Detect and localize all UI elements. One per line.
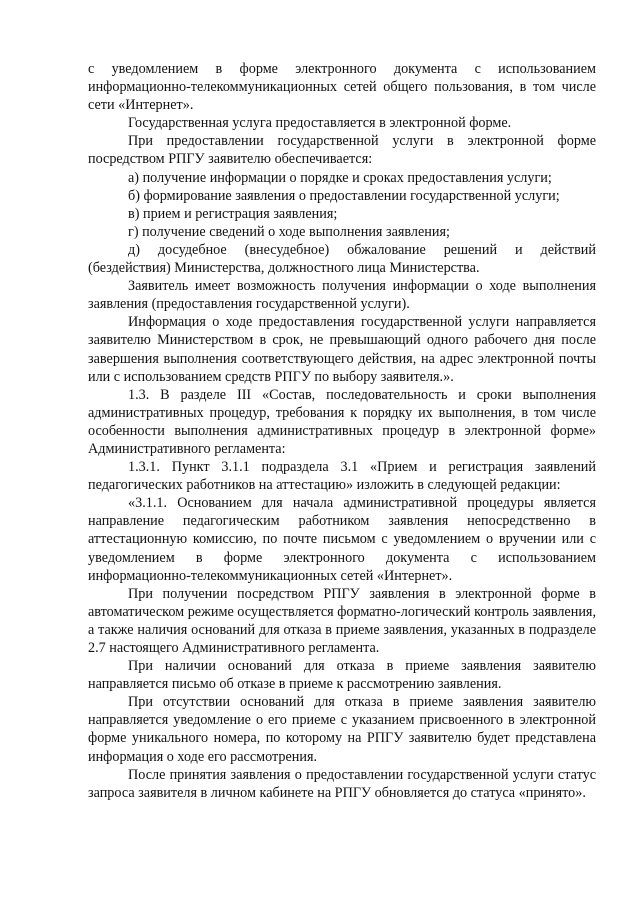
paragraph-refusal-grounds: При наличии оснований для отказа в приеме заявления заявителю направляется письмо об отказе в приеме к рассмотрению заявления.	[88, 658, 596, 693]
paragraph-electronic-form: Государственная услуга предоставляется в электронной форме.	[128, 115, 512, 132]
paragraph-section-1-3: 1.3. В разделе III «Состав, последовательность и сроки выполнения административных процедур, требования к порядку их выполнения, в том числе особенности выполнения административных процедур в электронной форме» Административного регламента:	[88, 386, 596, 457]
list-item-b: б) формирование заявления о предоставлении государственной услуги;	[128, 187, 560, 204]
paragraph-rpgu-receipt: При получении посредством РПГУ заявления в электронной форме в автоматическом режиме осуществляется форматно-логический контроль заявления, а также наличия оснований для отказа в приеме заявления, указанных в подразделе 2.7 настоящего Административного регламента.	[88, 585, 596, 656]
list-item-a: а) получение информации о порядке и сроках предоставления услуги;	[128, 169, 552, 186]
paragraph-no-refusal-grounds: При отсутствии оснований для отказа в приеме заявления заявителю направляется уведомление о его приеме с указанием присвоенного в электронной форме уникального номера, по которому на РПГУ заявителю будет представлена информация о ходе его рассмотрения.	[88, 694, 596, 765]
paragraph-status-accepted: После принятия заявления о предоставлении государственной услуги статус запроса заявителя в личном кабинете на РПГУ обновляется до статуса «принято».	[88, 766, 596, 801]
paragraph-info-deadline: Информация о ходе предоставления государственной услуги направляется заявителю Министерством в срок, не превышающий одного рабочего дня после завершения выполнения соответствующего действия, на адрес электронной почты или с использованием средств РПГУ по выбору заявителя.».	[88, 314, 596, 385]
document-page	[88, 60, 596, 802]
list-item-d: д) досудебное (внесудебное) обжалование решений и действий (бездействия) Министерства, должностного лица Министерства.	[88, 241, 596, 277]
paragraph-section-1-3-1: 1.3.1. Пункт 3.1.1 подраздела 3.1 «Прием и регистрация заявлений педагогических работников на аттестацию» изложить в следующей редакции:	[88, 459, 596, 494]
paragraph-rpgu-provides: При предоставлении государственной услуги в электронной форме посредством РПГУ заявителю обеспечивается:	[88, 133, 596, 168]
list-item-g: г) получение сведений о ходе выполнения заявления;	[128, 223, 450, 240]
paragraph-3-1-1-quote: «3.1.1. Основанием для начала административной процедуры является направление педагогическим работником заявления непосредственно в аттестационную комиссию, по почте письмом с уведомлением о вручении или с уведомлением в форме электронного документа с использованием информационно-телекоммуникационных сетей «Интернет».	[88, 495, 596, 584]
paragraph-applicant-info: Заявитель имеет возможность получения информации о ходе выполнения заявления (предоставления государственной услуги).	[88, 278, 596, 313]
paragraph-continuation: с уведомлением в форме электронного документа с использованием информационно-телекоммуникационных сетей общего пользования, в том числе сети «Интернет».	[88, 61, 596, 114]
list-item-v: в) прием и регистрация заявления;	[128, 205, 338, 222]
